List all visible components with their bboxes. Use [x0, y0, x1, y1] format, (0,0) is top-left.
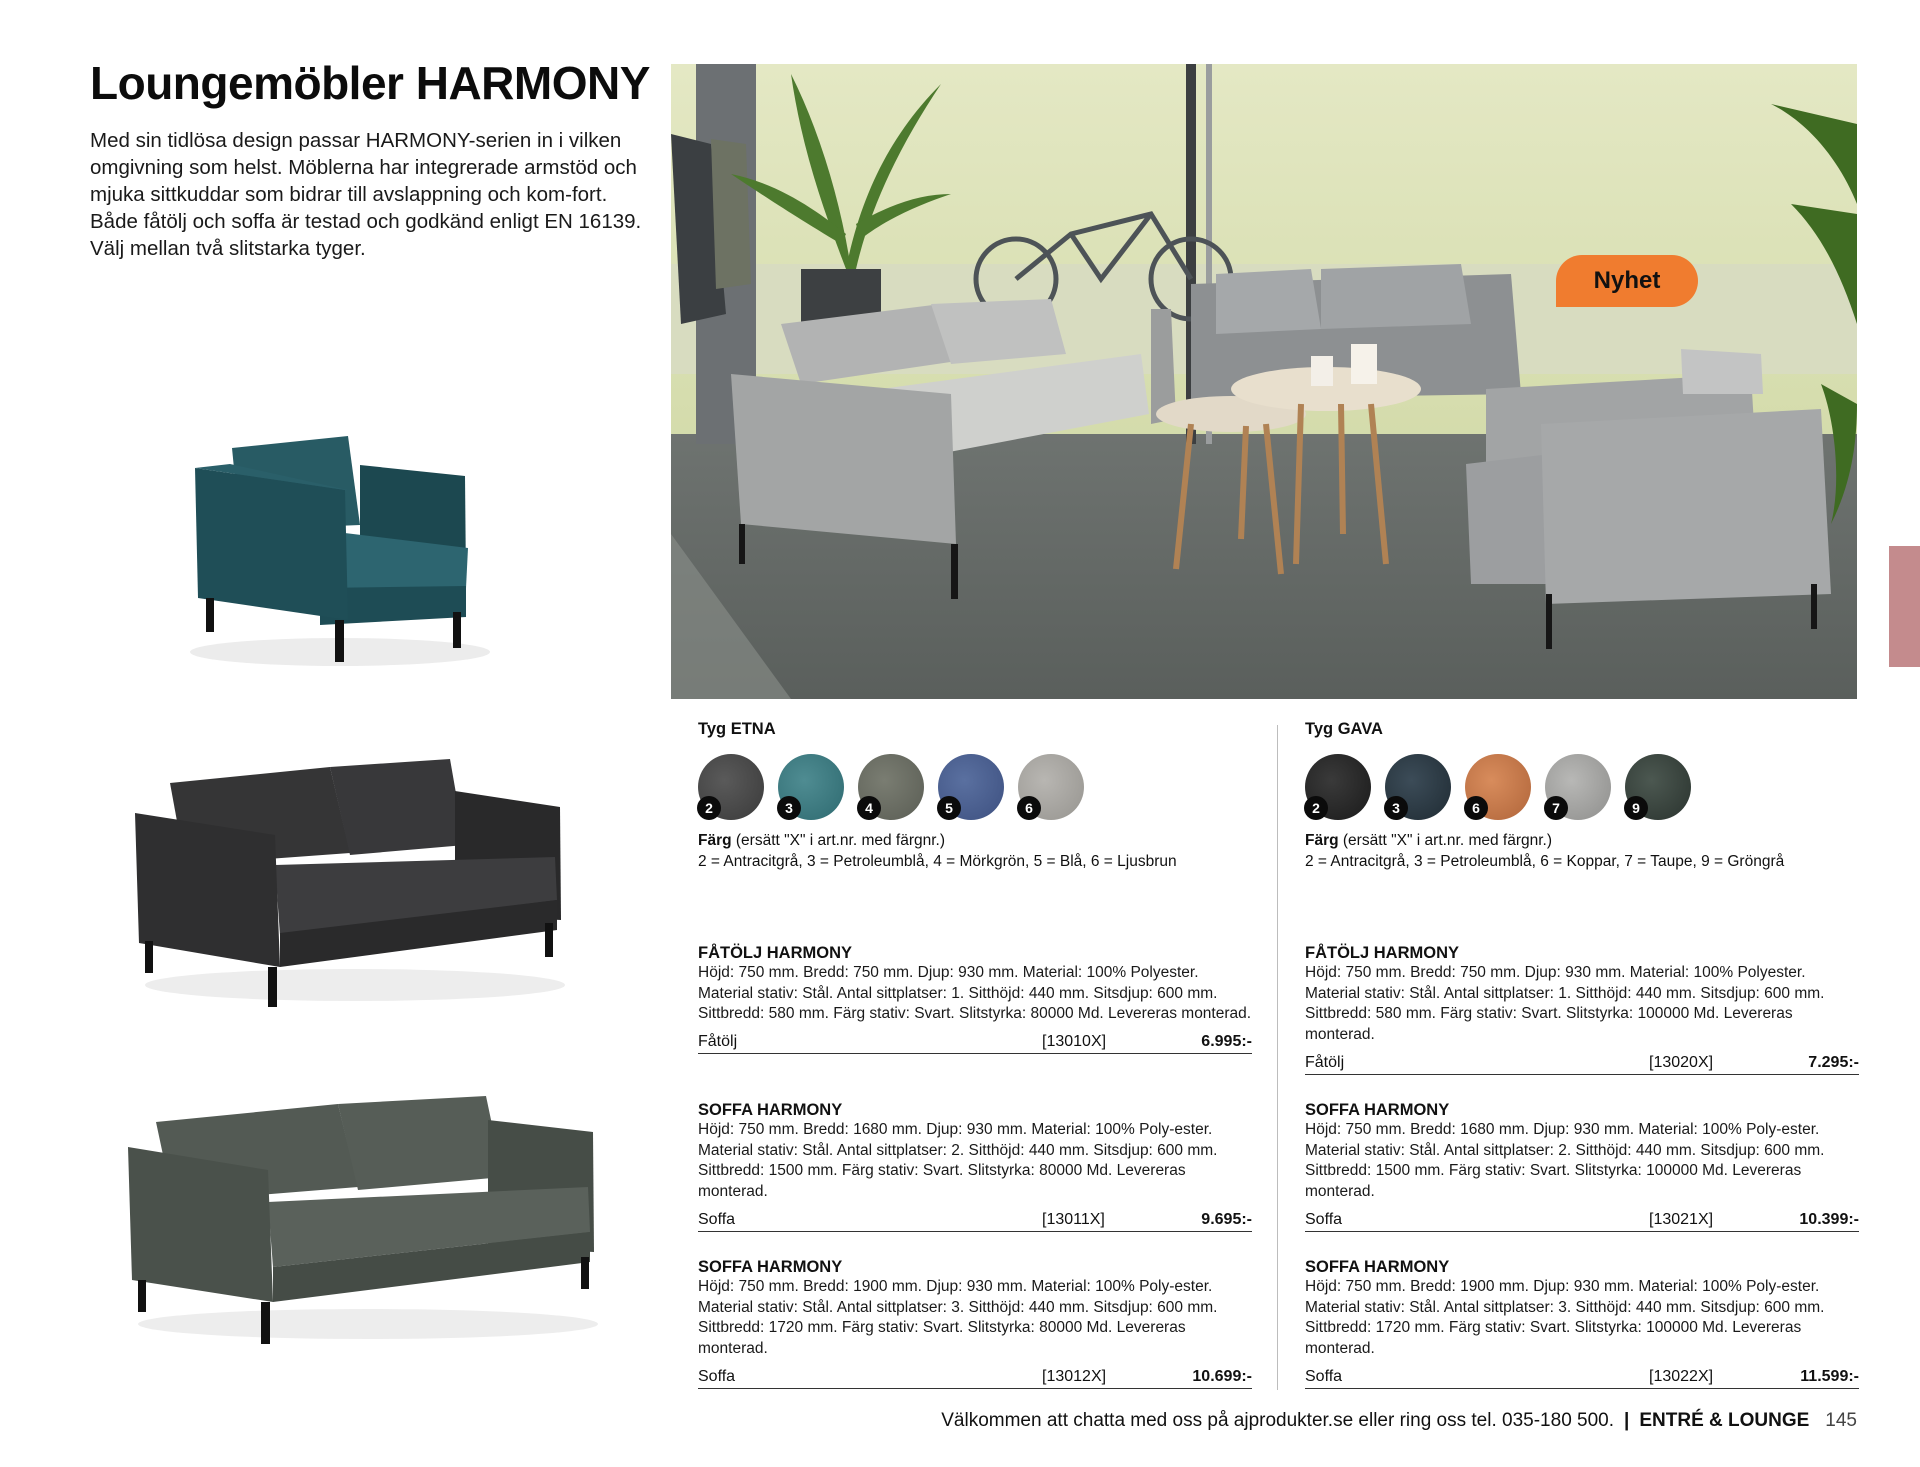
swatch-number: 7 — [1544, 796, 1568, 820]
hero-photo — [671, 64, 1857, 699]
new-badge: Nyhet — [1556, 255, 1698, 307]
product-type: Soffa — [698, 1367, 736, 1385]
color-list: 2 = Antracitgrå, 3 = Petroleumblå, 4 = Mörkgrön, 5 = Blå, 6 = Ljusbrun — [698, 853, 1177, 870]
armchair-image — [170, 420, 490, 675]
product-sofa-2-etna — [698, 1100, 1252, 1232]
price-row — [698, 1030, 1252, 1054]
color-hint: (ersätt "X" i art.nr. med färgnr.) — [731, 832, 946, 849]
footer-contact-text: Välkommen att chatta med oss på ajprodukter.se eller ring oss tel. 035-180 500. — [941, 1410, 1615, 1431]
product-type: Soffa — [1305, 1210, 1343, 1228]
product-sofa-3-gava — [1305, 1257, 1859, 1389]
swatch-list — [1305, 754, 1859, 822]
swatch-number: 6 — [1017, 796, 1041, 820]
product-description: Höjd: 750 mm. Bredd: 1900 mm. Djup: 930 mm. Material: 100% Poly-ester. Material stativ: Stål. Antal sittplatser: 3. Sitthöjd: 440 mm. Sitsdjup: 600 mm. Sittbredd: 1720 mm. Färg stativ: Svart. Slitstyrka: 100000 Md. Levereras monterad. — [1305, 1278, 1825, 1358]
page-footer — [941, 1410, 1857, 1432]
article-number: [13020X] — [1649, 1053, 1714, 1071]
intro-text: Med sin tidlösa design passar HARMONY-serien in i vilken omgivning som helst. Möblerna har integrerade armstöd och mjuka sittkuddar som bidrar till avslappning och kom-fort. Både fåtölj och soffa är testad och godkänd enligt EN 16139. Välj mellan två slitstarka tyger. — [90, 129, 642, 260]
swatch-etna-3[interactable] — [778, 754, 844, 820]
swatch-gava-2[interactable] — [1305, 754, 1371, 820]
product-name: FÅTÖLJ HARMONY — [1305, 944, 1459, 962]
color-label: Färg — [1305, 832, 1339, 849]
product-description: Höjd: 750 mm. Bredd: 1680 mm. Djup: 930 mm. Material: 100% Poly-ester. Material stativ: Stål. Antal sittplatser: 2. Sitthöjd: 440 mm. Sitsdjup: 600 mm. Sittbredd: 1500 mm. Färg stativ: Svart. Slitstyrka: 80000 Md. Levereras monterad. — [698, 1121, 1218, 1201]
color-hint: (ersätt "X" i art.nr. med färgnr.) — [1338, 832, 1553, 849]
color-note — [698, 830, 1252, 872]
swatch-etna-6[interactable] — [1018, 754, 1084, 820]
product-name: SOFFA HARMONY — [698, 1258, 843, 1276]
fabric-title: Tyg ETNA — [698, 720, 776, 738]
product-name: SOFFA HARMONY — [1305, 1258, 1450, 1276]
page-number: 145 — [1825, 1410, 1857, 1431]
product-description: Höjd: 750 mm. Bredd: 1680 mm. Djup: 930 mm. Material: 100% Poly-ester. Material stativ: Stål. Antal sittplatser: 2. Sitthöjd: 440 mm. Sitsdjup: 600 mm. Sittbredd: 1500 mm. Färg stativ: Svart. Slitstyrka: 100000 Md. Levereras monterad. — [1305, 1121, 1825, 1201]
swatch-number: 3 — [1384, 796, 1408, 820]
price: 10.699:- — [1192, 1367, 1252, 1385]
product-name: SOFFA HARMONY — [1305, 1101, 1450, 1119]
price: 9.695:- — [1201, 1210, 1252, 1228]
swatch-etna-5[interactable] — [938, 754, 1004, 820]
swatch-etna-2[interactable] — [698, 754, 764, 820]
fabric-gava-column — [1305, 720, 1859, 1385]
price-row — [698, 1365, 1252, 1389]
article-number: [13012X] — [1042, 1367, 1107, 1385]
swatch-number: 2 — [697, 796, 721, 820]
price-row — [1305, 1208, 1859, 1232]
swatch-number: 6 — [1464, 796, 1488, 820]
product-description: Höjd: 750 mm. Bredd: 1900 mm. Djup: 930 mm. Material: 100% Poly-ester. Material stativ: Stål. Antal sittplatser: 3. Sitthöjd: 440 mm. Sitsdjup: 600 mm. Sittbredd: 1720 mm. Färg stativ: Svart. Slitstyrka: 80000 Md. Levereras monterad. — [698, 1278, 1218, 1358]
sofa-3-seat-image — [118, 1092, 598, 1352]
page-title: Loungemöbler HARMONY — [90, 57, 650, 109]
article-number: [13011X] — [1042, 1210, 1105, 1228]
price: 10.399:- — [1799, 1210, 1859, 1228]
article-number: [13010X] — [1042, 1033, 1107, 1051]
product-type: Soffa — [698, 1210, 736, 1228]
price: 11.599:- — [1800, 1367, 1859, 1385]
product-name: SOFFA HARMONY — [698, 1101, 843, 1119]
footer-separator: | — [1624, 1410, 1630, 1431]
swatch-gava-3[interactable] — [1385, 754, 1451, 820]
product-name: FÅTÖLJ HARMONY — [698, 944, 852, 962]
price: 6.995:- — [1201, 1033, 1252, 1051]
price-row — [698, 1208, 1252, 1232]
product-description: Höjd: 750 mm. Bredd: 750 mm. Djup: 930 mm. Material: 100% Polyester. Material stativ: Stål. Antal sittplatser: 1. Sitthöjd: 440 mm. Sitsdjup: 600 mm. Sittbredd: 580 mm. Färg stativ: Svart. Slitstyrka: 100000 Md. Levereras monterad. — [1305, 964, 1825, 1044]
product-armchair-etna — [698, 943, 1252, 1054]
footer-section-name: ENTRÉ & LOUNGE — [1639, 1410, 1810, 1431]
swatch-list — [698, 754, 1252, 822]
swatch-etna-4[interactable] — [858, 754, 924, 820]
swatch-number: 5 — [937, 796, 961, 820]
color-list: 2 = Antracitgrå, 3 = Petroleumblå, 6 = Koppar, 7 = Taupe, 9 = Gröngrå — [1305, 853, 1785, 870]
swatch-gava-9[interactable] — [1625, 754, 1691, 820]
swatch-number: 4 — [857, 796, 881, 820]
price-row — [1305, 1051, 1859, 1075]
column-divider — [1277, 725, 1278, 1390]
fabric-title: Tyg GAVA — [1305, 720, 1383, 738]
article-number: [13021X] — [1649, 1210, 1714, 1228]
product-type: Fåtölj — [698, 1033, 738, 1051]
color-label: Färg — [698, 832, 732, 849]
product-type: Fåtölj — [1305, 1053, 1345, 1071]
product-sofa-3-etna — [698, 1257, 1252, 1389]
price: 7.295:- — [1808, 1053, 1859, 1071]
product-type: Soffa — [1305, 1367, 1343, 1385]
sofa-2-seat-image — [125, 745, 565, 1015]
section-edge-tab[interactable] — [1889, 546, 1920, 667]
swatch-gava-6[interactable] — [1465, 754, 1531, 820]
swatch-gava-7[interactable] — [1545, 754, 1611, 820]
price-row — [1305, 1365, 1859, 1389]
product-description: Höjd: 750 mm. Bredd: 750 mm. Djup: 930 mm. Material: 100% Polyester. Material stativ: Stål. Antal sittplatser: 1. Sitthöjd: 440 mm. Sitsdjup: 600 mm. Sittbredd: 580 mm. Färg stativ: Svart. Slitstyrka: 80000 Md. Levereras monterad. — [698, 964, 1252, 1023]
product-sofa-2-gava — [1305, 1100, 1859, 1232]
swatch-number: 2 — [1304, 796, 1328, 820]
swatch-number: 9 — [1624, 796, 1648, 820]
color-note — [1305, 830, 1859, 872]
swatch-number: 3 — [777, 796, 801, 820]
fabric-etna-column — [698, 720, 1252, 1385]
article-number: [13022X] — [1649, 1367, 1714, 1385]
product-armchair-gava — [1305, 943, 1859, 1075]
